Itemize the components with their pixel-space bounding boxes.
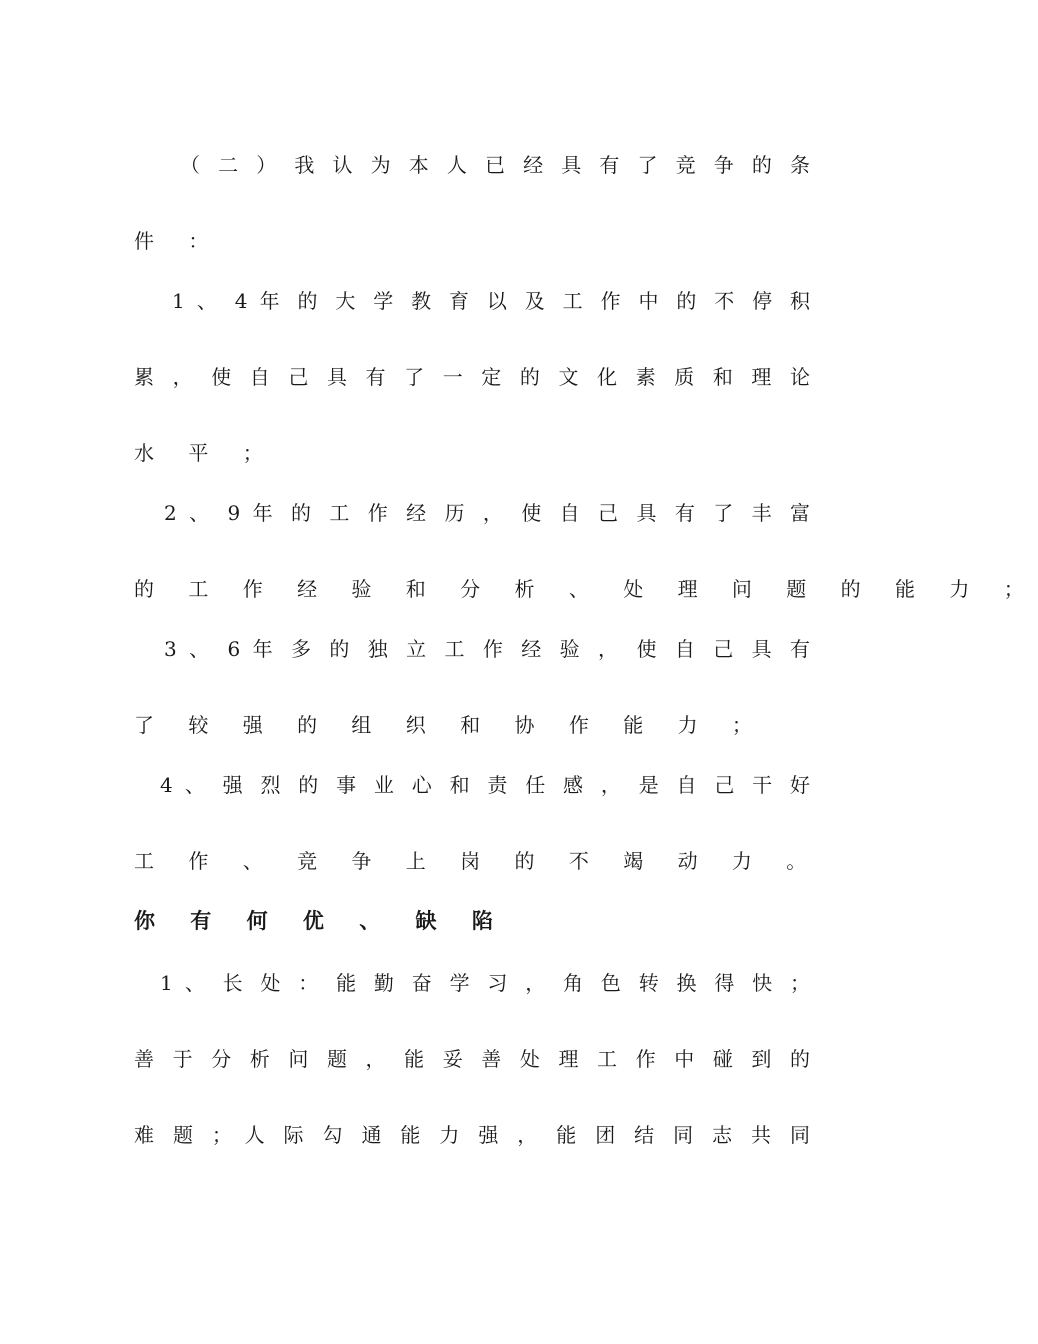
paragraph-line-11: 工 作 、 竞 争 上 岗 的 不 竭 动 力 。 — [134, 849, 821, 873]
section-heading: 你 有 何 优 、 缺 陷 — [134, 909, 507, 933]
paragraph-line-6: 2 、 9 年 的 工 作 经 历 ， 使 自 己 具 有 了 丰 富 — [164, 501, 810, 525]
paragraph-line-3: 1 、 4 年 的 大 学 教 育 以 及 工 作 中 的 不 停 积 — [172, 289, 810, 313]
paragraph-line-5: 水 平 ； — [134, 441, 277, 465]
paragraph-line-14: 难 题 ； 人 际 勾 通 能 力 强 ， 能 团 结 同 志 共 同 — [134, 1123, 810, 1147]
paragraph-line-1: （ 二 ） 我 认 为 本 人 已 经 具 有 了 竞 争 的 条 — [180, 153, 810, 177]
paragraph-line-7: 的 工 作 经 验 和 分 析 、 处 理 问 题 的 能 力 ； — [134, 577, 1038, 601]
paragraph-line-2: 件 ： — [134, 229, 223, 253]
paragraph-line-10: 4 、 强 烈 的 事 业 心 和 责 任 感 ， 是 自 己 干 好 — [160, 773, 810, 797]
paragraph-line-8: 3 、 6 年 多 的 独 立 工 作 经 验 ， 使 自 己 具 有 — [164, 637, 810, 661]
paragraph-line-4: 累 ， 使 自 己 具 有 了 一 定 的 文 化 素 质 和 理 论 — [134, 365, 810, 389]
paragraph-line-9: 了 较 强 的 组 织 和 协 作 能 力 ； — [134, 713, 766, 737]
paragraph-line-12: 1 、 长 处 ： 能 勤 奋 学 习 ， 角 色 转 换 得 快 ； — [160, 971, 810, 995]
paragraph-line-13: 善 于 分 析 问 题 ， 能 妥 善 处 理 工 作 中 碰 到 的 — [134, 1047, 810, 1071]
